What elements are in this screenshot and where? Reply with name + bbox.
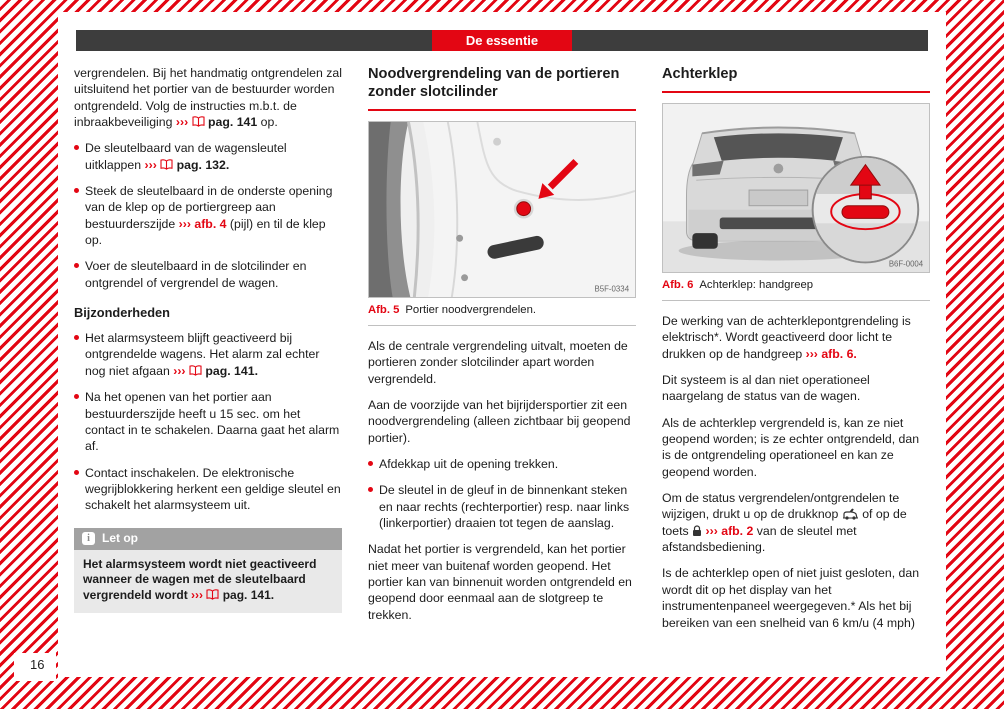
emergency-lock-knob — [514, 198, 534, 218]
column-title: Achterklep — [662, 66, 738, 82]
book-icon — [160, 159, 173, 170]
red-rule — [368, 109, 636, 111]
list-item — [74, 183, 342, 248]
column-right — [662, 65, 930, 641]
list-item — [368, 456, 636, 472]
cross-reference: ››› — [175, 115, 189, 130]
book-icon — [206, 589, 219, 600]
subsection-title: Bijzonderheden — [74, 305, 170, 321]
column-middle — [368, 65, 636, 641]
page-content — [58, 12, 946, 677]
figure-caption — [662, 273, 930, 301]
body-text: op. — [260, 115, 278, 130]
bullet-icon — [74, 263, 79, 268]
body-text: Steek de sleutelbaard in de onderste opening van de klep op de portiergreep aan bestuurderszijde — [85, 184, 333, 231]
figure-reference: afb. 4 — [194, 216, 227, 231]
body-text: De werking van de achterklepontgrendeling is elektrisch*. Wordt geactiveerd door licht te drukken op de handgreep — [662, 314, 911, 361]
body-text: vergrendelen. Bij het handmatig ontgrendelen zal uitsluitend het portier van de bestuurder worden ontgrendeld. Volg de instructies m.b.t. de inbraakbeveiliging — [74, 66, 342, 130]
body-text: Contact inschakelen. De elektronische wegrijblokkering herkent een geldige sleutel en schakelt het alarmsysteem uit. — [85, 465, 341, 513]
section-title: De essentie — [432, 30, 572, 51]
lock-key-button-icon — [692, 525, 702, 537]
paragraph — [662, 565, 930, 630]
note-box — [74, 528, 342, 614]
red-rule — [662, 91, 930, 93]
body-text: (pijl) en til de klep op. — [85, 216, 326, 248]
body-text: Het alarmsysteem wordt niet geactiveerd wanneer de wagen met de sleutelbaard vergrendeld wordt — [83, 556, 317, 603]
three-column-layout — [74, 65, 930, 641]
note-body — [74, 550, 342, 614]
cross-reference: ››› — [191, 588, 204, 603]
bullet-icon — [74, 188, 79, 193]
column-title: Noodvergrendeling van de portieren zonder slotcilinder — [368, 66, 620, 100]
cross-reference: ››› — [173, 363, 186, 378]
door-photo — [369, 122, 635, 297]
figure-reference: afb. 6. — [821, 346, 857, 361]
figure-caption — [368, 298, 636, 326]
list-item — [74, 389, 342, 454]
note-header — [74, 528, 342, 550]
list-item — [74, 465, 342, 514]
list-item — [74, 140, 342, 173]
magnifier-circle — [813, 157, 919, 265]
bullet-icon — [368, 461, 373, 466]
body-text: Het alarmsysteem blijft geactiveerd bij ontgrendelde wagens. Het alarm zal echter nog niet afgaan — [85, 331, 320, 378]
paragraph — [368, 397, 636, 446]
figure-reference: afb. 2 — [721, 523, 754, 538]
cross-reference: ››› — [178, 216, 191, 231]
caption-label: Afb. 6 — [662, 279, 694, 291]
body-text: Om de status vergrendelen/ontgrendelen te wijzigen, drukt u op de drukknop — [662, 491, 900, 522]
page-reference: pag. 132. — [176, 157, 230, 172]
page-reference: pag. 141. — [205, 363, 258, 378]
figure-code: B5F-0334 — [594, 284, 630, 294]
book-icon — [189, 365, 202, 376]
body-text: Afdekkap uit de opening trekken. — [379, 457, 559, 472]
trunk-release-button-icon — [842, 508, 859, 520]
caption-text: Portier noodvergrendelen. — [405, 303, 537, 316]
body-text: Als de achterklep vergrendeld is, kan ze niet geopend worden; is ze echter ontgrendeld, dan is de ontgrendeling operationeel en kan ze geopend worden. — [662, 415, 920, 479]
paragraph — [662, 313, 930, 362]
body-text: van de sleutel met afstandsbediening. — [662, 523, 857, 555]
paragraph — [662, 372, 930, 405]
section-header-bar — [76, 30, 928, 51]
bullet-icon — [74, 335, 79, 340]
book-icon — [192, 116, 205, 127]
paragraph — [662, 415, 930, 480]
cross-reference: ››› — [705, 523, 718, 538]
list-item — [74, 258, 342, 291]
bullet-icon — [74, 394, 79, 399]
bullet-icon — [368, 487, 373, 492]
car-rear-photo — [663, 104, 929, 272]
paragraph — [368, 338, 636, 387]
info-icon: i — [82, 532, 95, 545]
figure-code: B6F-0004 — [888, 259, 924, 269]
bullet-icon — [74, 145, 79, 150]
caption-text: Achterklep: handgreep — [699, 279, 814, 291]
paragraph — [368, 541, 636, 623]
body-text: Als de centrale vergrendeling uitvalt, moeten de portieren zonder slotcilinder apart worden vergrendeld. — [368, 338, 628, 386]
bullet-icon — [74, 470, 79, 475]
figure-tailgate — [662, 103, 930, 273]
body-text: of op de toets — [662, 507, 907, 538]
body-text: Nadat het portier is vergrendeld, kan het portier niet meer van buitenaf worden geopend. Het portier kan van binnenuit worden ontgrendeld en geopend door eenmaal aan de slotgreep te trekken. — [368, 542, 632, 622]
body-text: De sleutelbaard van de wagensleutel uitklappen — [85, 141, 287, 172]
cross-reference: ››› — [144, 157, 157, 172]
body-text: Aan de voorzijde van het bijrijdersportier zit een noodvergrendeling (alleen zichtbaar bij geopend portier). — [368, 398, 631, 445]
list-item — [74, 330, 342, 379]
column-left — [74, 65, 342, 641]
cross-reference: ››› — [805, 346, 818, 361]
body-text: Dit systeem is al dan niet operationeel naargelang de status van de wagen. — [662, 373, 870, 404]
paragraph — [662, 490, 930, 555]
body-text: Is de achterklep open of niet juist gesloten, dan wordt dit op het display van het instrumentenpaneel weergegeven.* Als het bij bereiken van een snelheid van 6 km/u (4 mph) — [662, 566, 920, 630]
page-number: 16 — [14, 653, 56, 681]
list-item — [368, 482, 636, 531]
caption-label: Afb. 5 — [368, 303, 400, 316]
page-reference: pag. 141 — [208, 115, 258, 130]
note-title: Let op — [102, 530, 138, 545]
paragraph — [74, 65, 342, 130]
body-text: Voer de sleutelbaard in de slotcilinder en ontgrendel of vergrendel de wagen. — [85, 259, 307, 290]
body-text: Na het openen van het portier aan bestuurderszijde heeft u 15 sec. om het contact in te schakelen. Daarna gaat het alarm af. — [85, 390, 340, 454]
body-text: De sleutel in de gleuf in de binnenkant steken en naar rechts (rechterportier) resp. naar links (linkerportier) draaien tot tegen de aanslag. — [379, 483, 630, 531]
figure-door-lock — [368, 121, 636, 298]
page-reference: pag. 141. — [222, 588, 275, 603]
